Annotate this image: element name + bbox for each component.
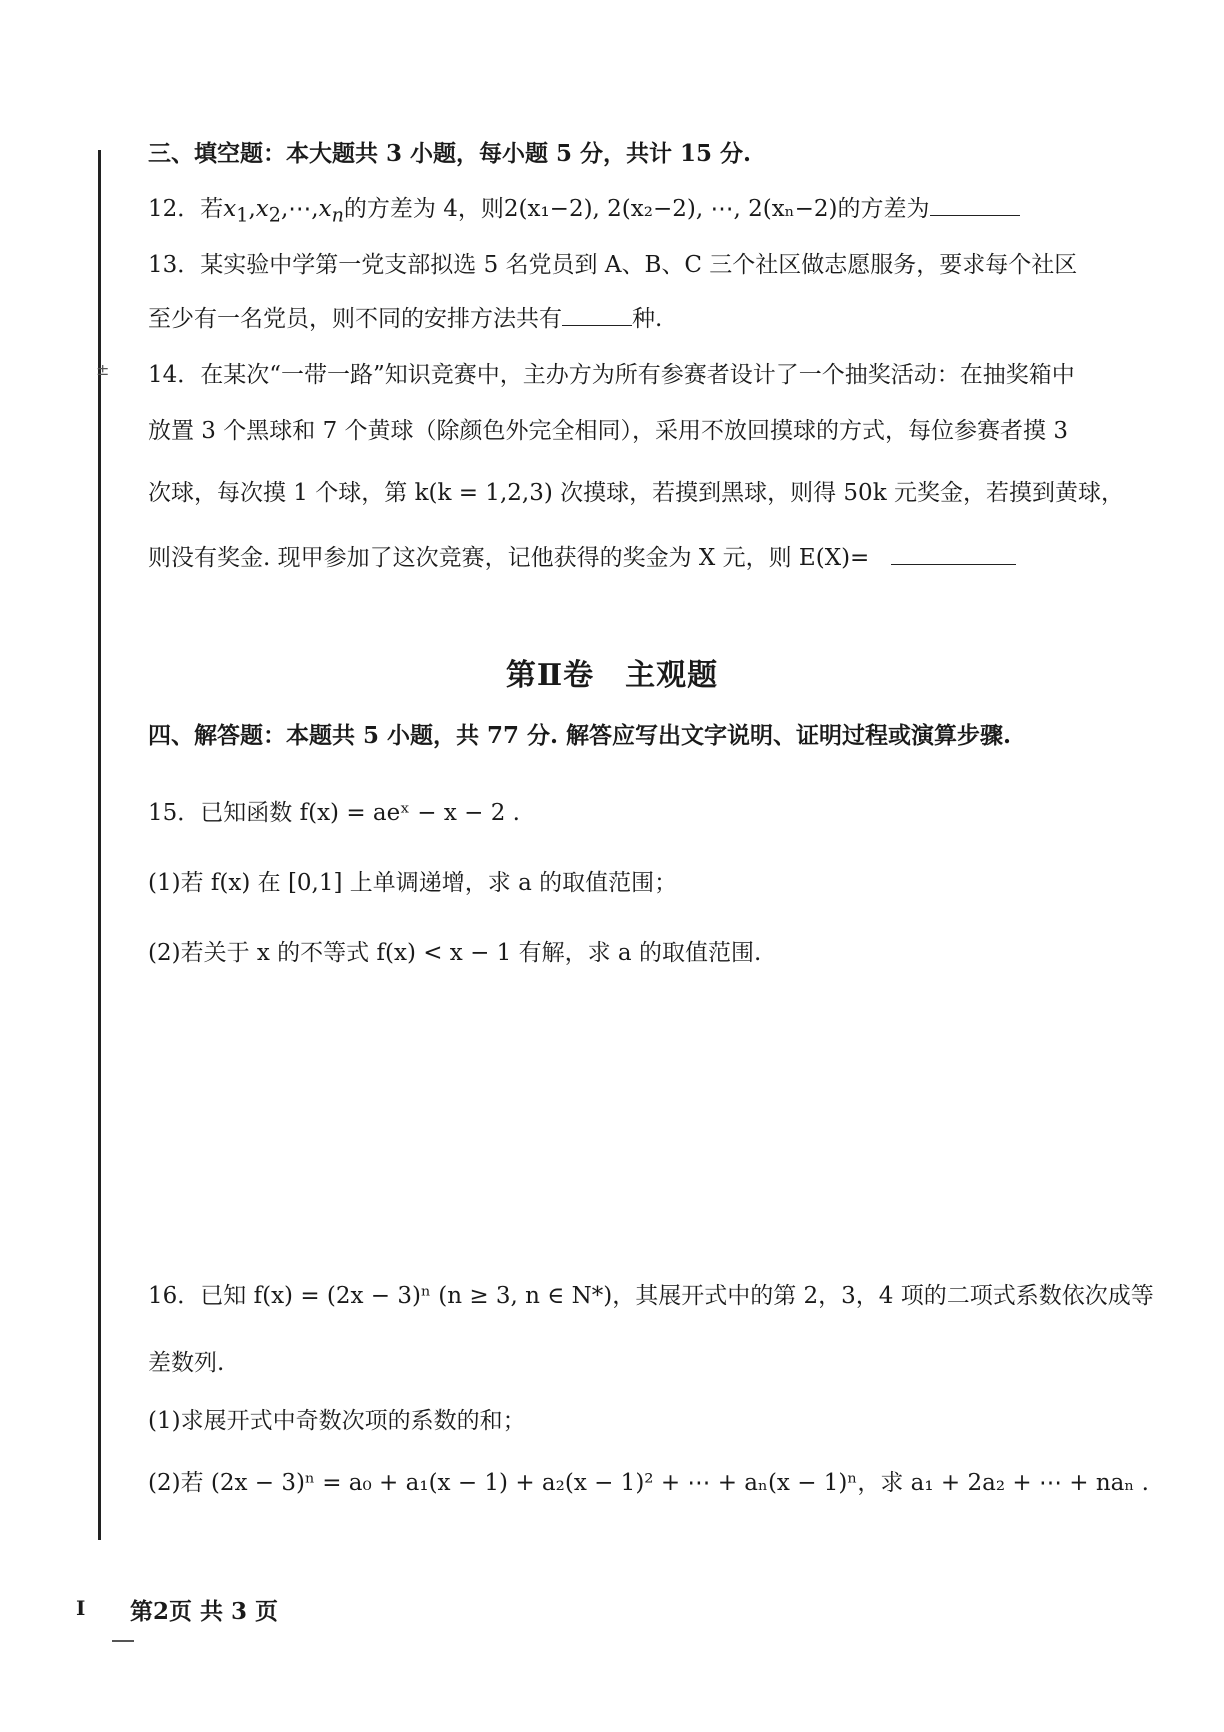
q12-suffix: 的方差为 <box>837 196 930 222</box>
question-12: 12．若$x_1,x_2,\cdots,x_n$的方差为 4，则2(x₁−2), 2(x₂−2), ⋯, 2(xₙ−2)的方差为 <box>148 196 1020 227</box>
q13-line2-suffix: 种. <box>632 306 663 332</box>
q13-answer-blank <box>562 324 632 326</box>
q15-part1: (1)若 f(x) 在 [0,1] 上单调递增，求 a 的取值范围； <box>148 870 678 896</box>
q14-line3: 次球，每次摸 1 个球，第 k(k = 1,2,3) 次摸球，若摸到黑球，则得 50k 元奖金，若摸到黄球， <box>148 480 1124 506</box>
section3-header: 三、填空题：本大题共 3 小题，每小题 5 分，共计 15 分. <box>148 140 752 167</box>
q15-stem: 15．已知函数 f(x) = aeˣ − x − 2 . <box>148 800 520 826</box>
q14-line4 <box>148 545 1016 573</box>
q16-line1: 16．已知 f(x) = (2x − 3)ⁿ (n ≥ 3, n ∈ N*)，其展开式中的第 2，3，4 项的二项式系数依次成等 <box>148 1283 1154 1309</box>
q16-part1: (1)求展开式中奇数次项的系数的和； <box>148 1408 526 1434</box>
margin-tick-mark: ± <box>96 360 110 379</box>
q12-prefix: 12．若 <box>148 196 224 222</box>
q12-vars: x <box>223 196 237 222</box>
q15-part2: (2)若关于 x 的不等式 f(x) < x − 1 有解，求 a 的取值范围. <box>148 940 762 966</box>
q12-answer-blank <box>930 214 1020 216</box>
part2-title: 第Ⅱ卷 主观题 <box>505 658 719 693</box>
footer-dash <box>112 1640 134 1642</box>
q16-part2: (2)若 (2x − 3)ⁿ = a₀ + a₁(x − 1) + a₂(x − 1)² + ⋯ + aₙ(x − 1)ⁿ，求 a₁ + 2a₂ + ⋯ + naₙ . <box>148 1470 1149 1496</box>
q12-expression: 2(x₁−2), 2(x₂−2), ⋯, 2(xₙ−2) <box>503 196 838 222</box>
binding-margin-line <box>98 150 101 1540</box>
q14-answer-blank <box>891 563 1016 565</box>
footer-mark: Ⅰ <box>76 1596 86 1620</box>
q13-line1: 13．某实验中学第一党支部拟选 5 名党员到 A、B、C 三个社区做志愿服务，要求每个社区 <box>148 252 1078 278</box>
page-number: 第2页 共 3 页 <box>130 1598 279 1625</box>
q14-line4-text: 则没有奖金. 现甲参加了这次竞赛，记他获得的奖金为 X 元，则 E(X)= <box>148 545 870 571</box>
q14-line2: 放置 3 个黑球和 7 个黄球（除颜色外完全相同），采用不放回摸球的方式，每位参赛者摸 3 <box>148 418 1068 444</box>
section4-header: 四、解答题：本题共 5 小题，共 77 分. 解答应写出文字说明、证明过程或演算步骤. <box>148 722 1012 749</box>
q13-line2-text: 至少有一名党员，则不同的安排方法共有 <box>148 306 562 332</box>
q12-mid: 的方差为 4，则 <box>343 196 504 222</box>
q16-line2: 差数列. <box>148 1350 225 1376</box>
q14-line1: 14．在某次“一带一路”知识竞赛中，主办方为所有参赛者设计了一个抽奖活动：在抽奖箱中 <box>148 362 1075 388</box>
q13-line2 <box>148 306 662 334</box>
